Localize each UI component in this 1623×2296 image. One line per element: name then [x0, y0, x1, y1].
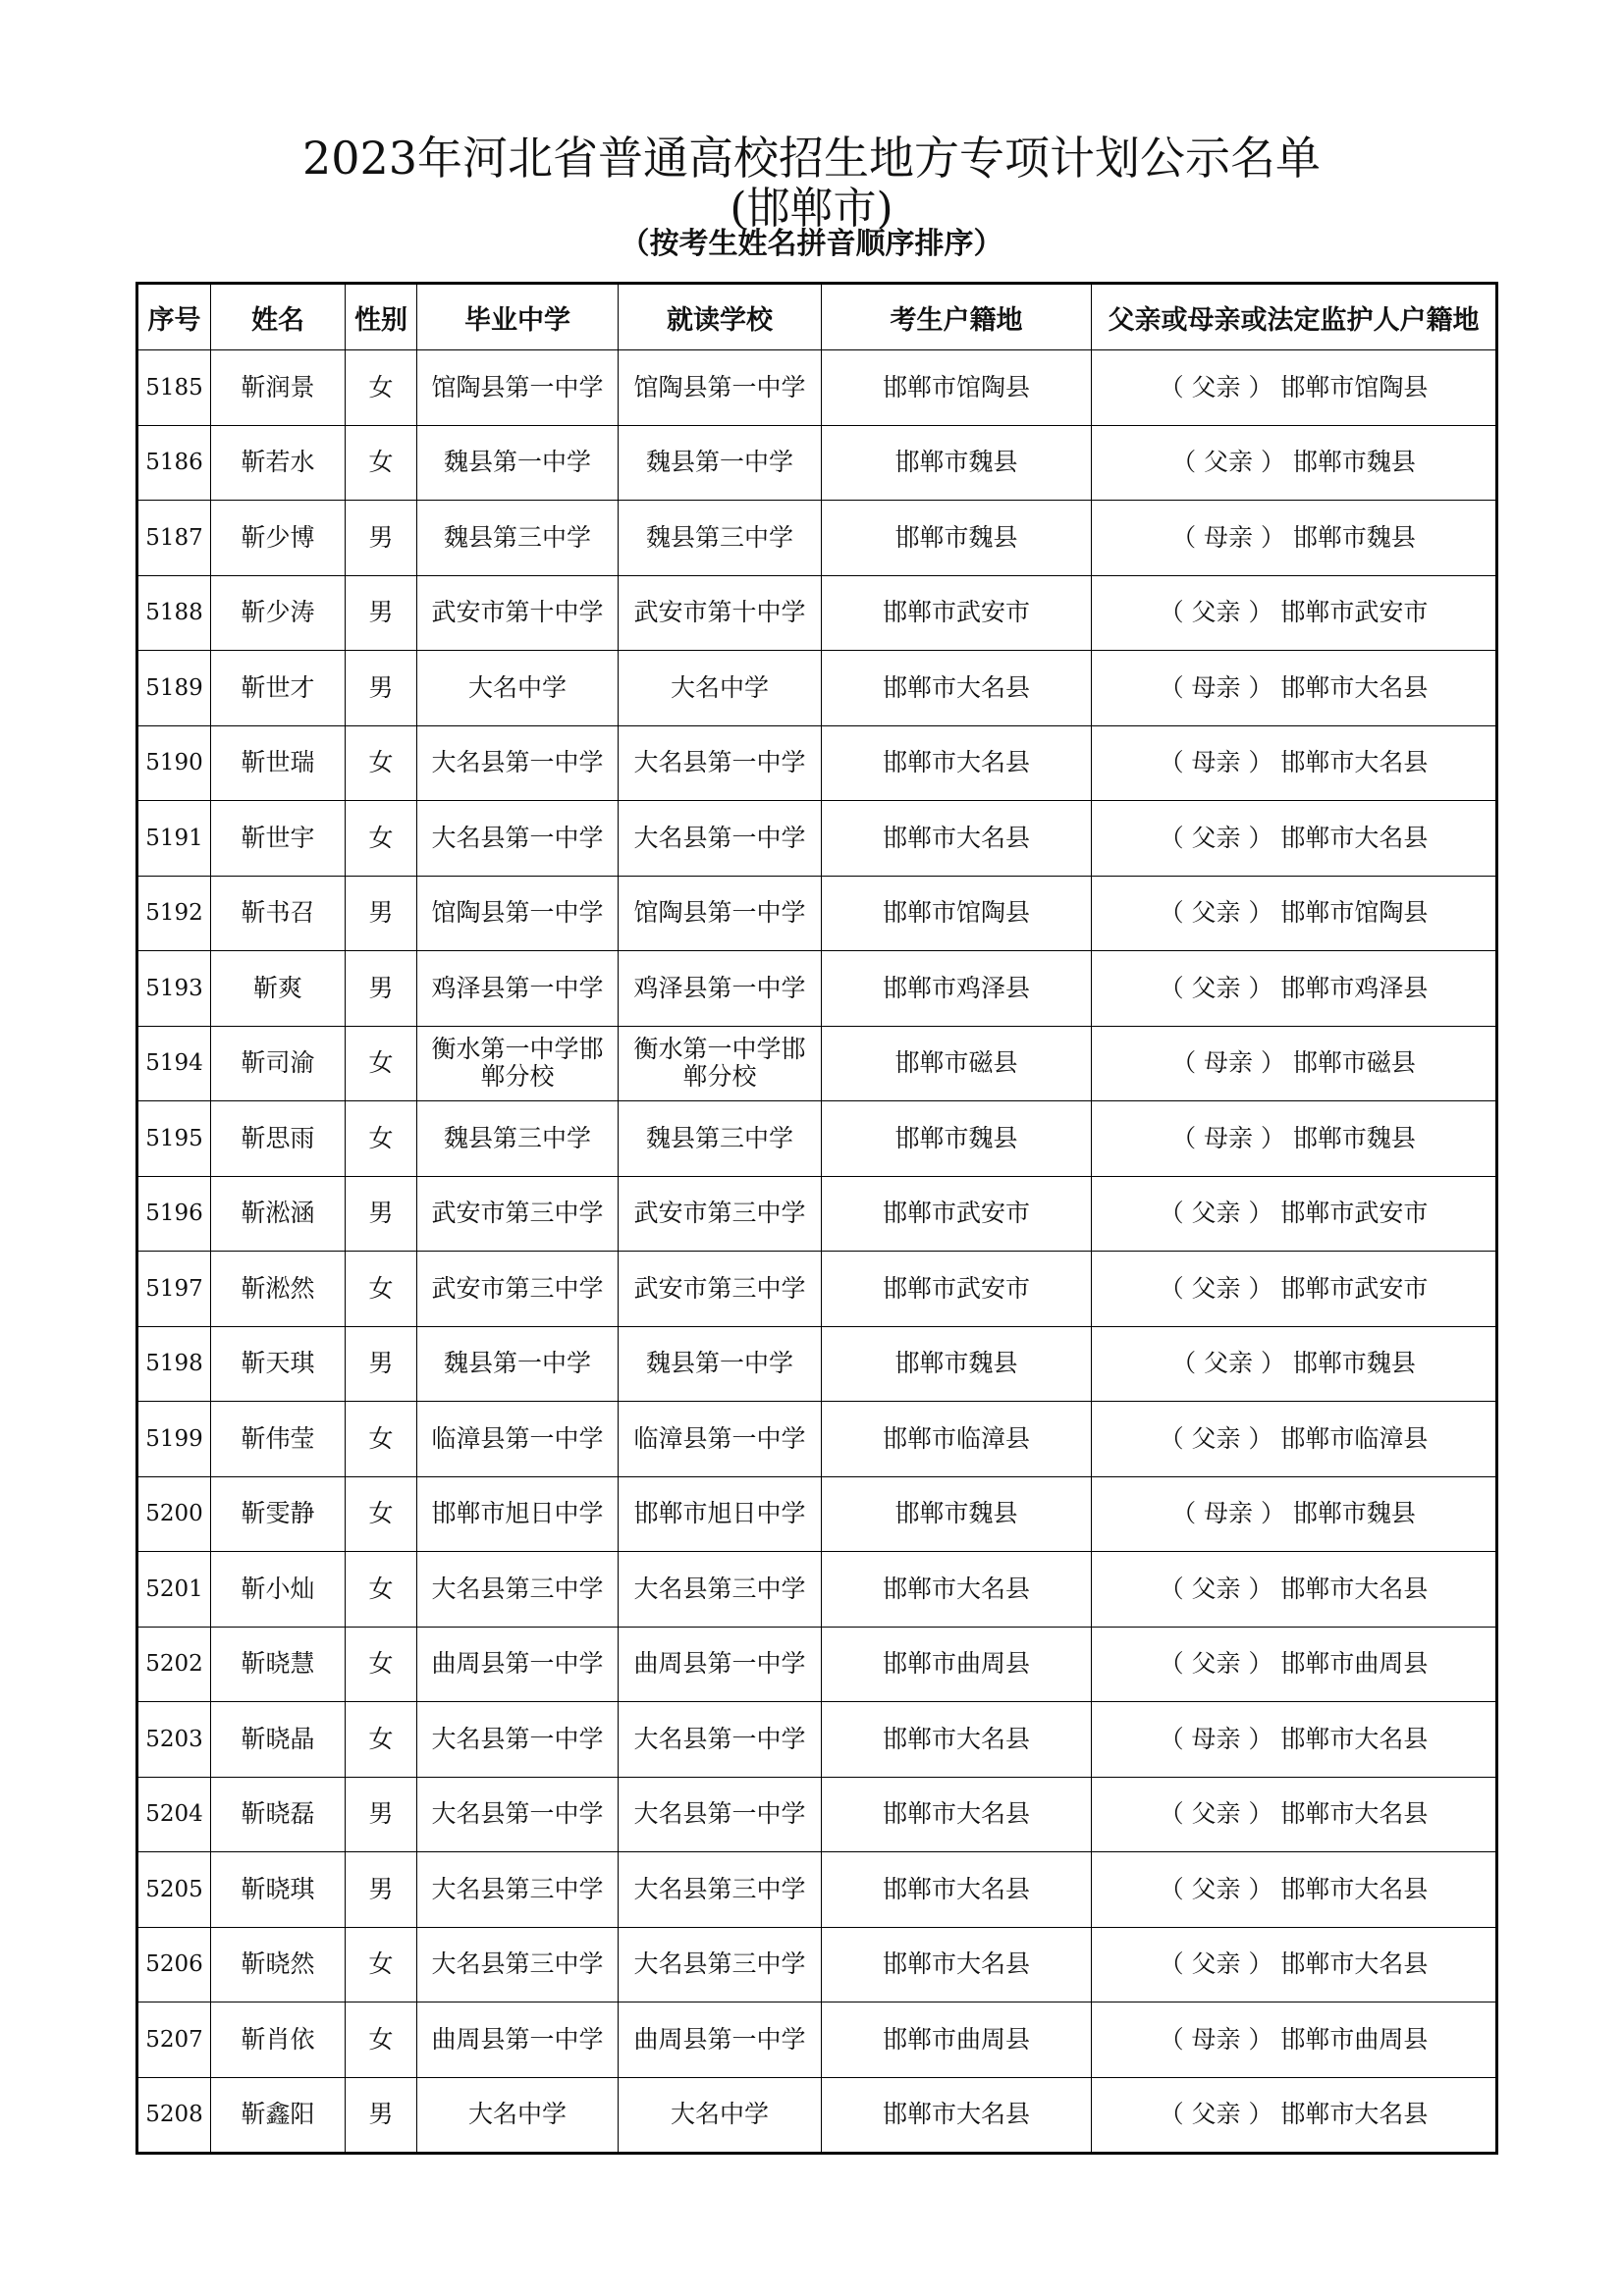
table-row: [137, 1777, 1497, 1852]
page-title: 2023年河北省普通高校招生地方专项计划公示名单: [301, 132, 1322, 185]
cell-name: 靳晓晶: [211, 1702, 346, 1778]
cell-index: 5188: [137, 575, 211, 651]
table-row: [137, 1252, 1497, 1327]
table-row: [137, 1702, 1497, 1778]
cell-household-registration: 邯郸市大名县: [822, 1552, 1092, 1628]
cell-current-school: 魏县第三中学: [619, 1101, 822, 1177]
cell-current-school: 武安市第三中学: [619, 1176, 822, 1252]
cell-gender: 男: [346, 1176, 417, 1252]
table-row: [137, 2077, 1497, 2154]
cell-guardian-registration: （ 母亲 ） 邯郸市魏县: [1092, 501, 1497, 576]
cell-gender: 女: [346, 350, 417, 426]
cell-household-registration: 邯郸市魏县: [822, 425, 1092, 501]
cell-guardian-registration: （ 父亲 ） 邯郸市武安市: [1092, 1252, 1497, 1327]
table-row: [137, 651, 1497, 726]
cell-guardian-registration: （ 父亲 ） 邯郸市曲周县: [1092, 1627, 1497, 1702]
header-current-school: 就读学校: [619, 284, 822, 350]
cell-guardian-registration: （ 父亲 ） 邯郸市大名县: [1092, 2077, 1497, 2154]
header-name: 姓名: [211, 284, 346, 350]
table-row: [137, 1852, 1497, 1928]
cell-current-school: 大名县第一中学: [619, 1777, 822, 1852]
cell-index: 5190: [137, 725, 211, 801]
cell-current-school: 衡水第一中学邯郸分校: [619, 1026, 822, 1101]
cell-current-school: 曲周县第一中学: [619, 2002, 822, 2078]
table-row: [137, 575, 1497, 651]
cell-current-school: 魏县第一中学: [619, 425, 822, 501]
cell-name: 靳世瑞: [211, 725, 346, 801]
cell-index: 5187: [137, 501, 211, 576]
cell-graduated-school: 鸡泽县第一中学: [417, 951, 619, 1027]
cell-name: 靳鑫阳: [211, 2077, 346, 2154]
cell-graduated-school: 大名县第一中学: [417, 1777, 619, 1852]
cell-graduated-school: 馆陶县第一中学: [417, 350, 619, 426]
cell-current-school: 大名县第一中学: [619, 801, 822, 877]
cell-index: 5186: [137, 425, 211, 501]
roster-table: [135, 282, 1498, 2155]
cell-graduated-school: 大名县第一中学: [417, 725, 619, 801]
cell-name: 靳晓磊: [211, 1777, 346, 1852]
cell-graduated-school: 曲周县第一中学: [417, 1627, 619, 1702]
cell-household-registration: 邯郸市武安市: [822, 1176, 1092, 1252]
cell-current-school: 临漳县第一中学: [619, 1402, 822, 1477]
cell-household-registration: 邯郸市大名县: [822, 725, 1092, 801]
cell-index: 5194: [137, 1026, 211, 1101]
cell-gender: 女: [346, 425, 417, 501]
cell-current-school: 邯郸市旭日中学: [619, 1476, 822, 1552]
table-row: [137, 1326, 1497, 1402]
cell-name: 靳雯静: [211, 1476, 346, 1552]
cell-current-school: 大名中学: [619, 2077, 822, 2154]
cell-current-school: 大名县第一中学: [619, 725, 822, 801]
cell-guardian-registration: （ 母亲 ） 邯郸市大名县: [1092, 1702, 1497, 1778]
cell-household-registration: 邯郸市大名县: [822, 1852, 1092, 1928]
cell-household-registration: 邯郸市曲周县: [822, 2002, 1092, 2078]
cell-graduated-school: 武安市第三中学: [417, 1176, 619, 1252]
cell-graduated-school: 魏县第三中学: [417, 501, 619, 576]
cell-current-school: 武安市第十中学: [619, 575, 822, 651]
cell-graduated-school: 武安市第十中学: [417, 575, 619, 651]
cell-gender: 男: [346, 2077, 417, 2154]
cell-gender: 男: [346, 876, 417, 951]
cell-name: 靳润景: [211, 350, 346, 426]
cell-name: 靳肖依: [211, 2002, 346, 2078]
cell-current-school: 大名中学: [619, 651, 822, 726]
cell-guardian-registration: （ 父亲 ） 邯郸市武安市: [1092, 575, 1497, 651]
table-row: [137, 1627, 1497, 1702]
cell-name: 靳思雨: [211, 1101, 346, 1177]
cell-gender: 女: [346, 801, 417, 877]
table-body: [137, 350, 1497, 2154]
cell-household-registration: 邯郸市大名县: [822, 801, 1092, 877]
cell-household-registration: 邯郸市大名县: [822, 1927, 1092, 2002]
cell-household-registration: 邯郸市临漳县: [822, 1402, 1092, 1477]
cell-index: 5189: [137, 651, 211, 726]
cell-guardian-registration: （ 父亲 ） 邯郸市大名县: [1092, 1852, 1497, 1928]
cell-graduated-school: 大名中学: [417, 651, 619, 726]
cell-index: 5195: [137, 1101, 211, 1177]
cell-gender: 男: [346, 951, 417, 1027]
cell-graduated-school: 大名县第三中学: [417, 1852, 619, 1928]
cell-name: 靳若水: [211, 425, 346, 501]
cell-gender: 男: [346, 501, 417, 576]
cell-gender: 女: [346, 1252, 417, 1327]
cell-name: 靳晓然: [211, 1927, 346, 2002]
cell-name: 靳少博: [211, 501, 346, 576]
cell-graduated-school: 大名县第一中学: [417, 801, 619, 877]
cell-guardian-registration: （ 父亲 ） 邯郸市大名县: [1092, 801, 1497, 877]
cell-guardian-registration: （ 父亲 ） 邯郸市鸡泽县: [1092, 951, 1497, 1027]
cell-guardian-registration: （ 母亲 ） 邯郸市大名县: [1092, 725, 1497, 801]
cell-gender: 女: [346, 1702, 417, 1778]
cell-name: 靳晓琪: [211, 1852, 346, 1928]
cell-index: 5204: [137, 1777, 211, 1852]
cell-current-school: 武安市第三中学: [619, 1252, 822, 1327]
cell-name: 靳爽: [211, 951, 346, 1027]
cell-name: 靳书召: [211, 876, 346, 951]
cell-index: 5205: [137, 1852, 211, 1928]
cell-index: 5206: [137, 1927, 211, 2002]
cell-guardian-registration: （ 父亲 ） 邯郸市大名县: [1092, 1927, 1497, 2002]
cell-household-registration: 邯郸市磁县: [822, 1026, 1092, 1101]
cell-household-registration: 邯郸市馆陶县: [822, 876, 1092, 951]
cell-guardian-registration: （ 父亲 ） 邯郸市武安市: [1092, 1176, 1497, 1252]
table-row: [137, 501, 1497, 576]
cell-index: 5199: [137, 1402, 211, 1477]
cell-current-school: 魏县第三中学: [619, 501, 822, 576]
cell-graduated-school: 衡水第一中学邯郸分校: [417, 1026, 619, 1101]
cell-household-registration: 邯郸市魏县: [822, 1476, 1092, 1552]
table-row: [137, 725, 1497, 801]
cell-current-school: 馆陶县第一中学: [619, 350, 822, 426]
cell-gender: 女: [346, 1101, 417, 1177]
header-guardian-registration: 父亲或母亲或法定监护人户籍地: [1092, 284, 1497, 350]
cell-guardian-registration: （ 父亲 ） 邯郸市馆陶县: [1092, 876, 1497, 951]
cell-graduated-school: 邯郸市旭日中学: [417, 1476, 619, 1552]
table-row: [137, 1552, 1497, 1628]
cell-index: 5191: [137, 801, 211, 877]
table-row: [137, 425, 1497, 501]
cell-name: 靳天琪: [211, 1326, 346, 1402]
cell-name: 靳世才: [211, 651, 346, 726]
cell-gender: 女: [346, 1927, 417, 2002]
cell-current-school: 大名县第三中学: [619, 1552, 822, 1628]
cell-gender: 男: [346, 651, 417, 726]
cell-gender: 男: [346, 1326, 417, 1402]
cell-household-registration: 邯郸市武安市: [822, 1252, 1092, 1327]
cell-guardian-registration: （ 父亲 ） 邯郸市大名县: [1092, 1552, 1497, 1628]
table-header-row: [137, 284, 1497, 350]
table-row: [137, 2002, 1497, 2078]
cell-index: 5203: [137, 1702, 211, 1778]
cell-current-school: 大名县第三中学: [619, 1927, 822, 2002]
cell-graduated-school: 临漳县第一中学: [417, 1402, 619, 1477]
cell-graduated-school: 曲周县第一中学: [417, 2002, 619, 2078]
cell-guardian-registration: （ 父亲 ） 邯郸市馆陶县: [1092, 350, 1497, 426]
header-household-registration: 考生户籍地: [822, 284, 1092, 350]
header-graduated-school: 毕业中学: [417, 284, 619, 350]
cell-guardian-registration: （ 父亲 ） 邯郸市临漳县: [1092, 1402, 1497, 1477]
cell-name: 靳伟莹: [211, 1402, 346, 1477]
cell-index: 5185: [137, 350, 211, 426]
header-index: 序号: [137, 284, 211, 350]
cell-household-registration: 邯郸市武安市: [822, 575, 1092, 651]
table-row: [137, 1402, 1497, 1477]
table-row: [137, 951, 1497, 1027]
cell-graduated-school: 大名县第三中学: [417, 1552, 619, 1628]
cell-gender: 男: [346, 1852, 417, 1928]
cell-graduated-school: 馆陶县第一中学: [417, 876, 619, 951]
cell-household-registration: 邯郸市曲周县: [822, 1627, 1092, 1702]
cell-current-school: 曲周县第一中学: [619, 1627, 822, 1702]
sort-note: （按考生姓名拼音顺序排序）: [620, 227, 1003, 261]
cell-index: 5192: [137, 876, 211, 951]
cell-gender: 女: [346, 1402, 417, 1477]
cell-household-registration: 邯郸市大名县: [822, 2077, 1092, 2154]
cell-name: 靳司渝: [211, 1026, 346, 1101]
cell-gender: 女: [346, 1476, 417, 1552]
cell-name: 靳晓慧: [211, 1627, 346, 1702]
cell-graduated-school: 大名县第一中学: [417, 1702, 619, 1778]
table-row: [137, 350, 1497, 426]
table-row: [137, 1476, 1497, 1552]
cell-gender: 女: [346, 1552, 417, 1628]
cell-index: 5208: [137, 2077, 211, 2154]
cell-current-school: 大名县第三中学: [619, 1852, 822, 1928]
cell-current-school: 魏县第一中学: [619, 1326, 822, 1402]
cell-household-registration: 邯郸市大名县: [822, 1702, 1092, 1778]
cell-household-registration: 邯郸市大名县: [822, 1777, 1092, 1852]
table-row: [137, 1026, 1497, 1101]
cell-name: 靳淞涵: [211, 1176, 346, 1252]
cell-graduated-school: 大名县第三中学: [417, 1927, 619, 2002]
table-row: [137, 1176, 1497, 1252]
page-subtitle: (邯郸市): [730, 184, 893, 234]
header-gender: 性别: [346, 284, 417, 350]
cell-name: 靳淞然: [211, 1252, 346, 1327]
cell-household-registration: 邯郸市鸡泽县: [822, 951, 1092, 1027]
cell-guardian-registration: （ 父亲 ） 邯郸市魏县: [1092, 425, 1497, 501]
cell-graduated-school: 魏县第三中学: [417, 1101, 619, 1177]
cell-household-registration: 邯郸市魏县: [822, 501, 1092, 576]
cell-name: 靳小灿: [211, 1552, 346, 1628]
cell-guardian-registration: （ 母亲 ） 邯郸市魏县: [1092, 1101, 1497, 1177]
cell-guardian-registration: （ 母亲 ） 邯郸市魏县: [1092, 1476, 1497, 1552]
cell-guardian-registration: （ 母亲 ） 邯郸市磁县: [1092, 1026, 1497, 1101]
cell-guardian-registration: （ 母亲 ） 邯郸市曲周县: [1092, 2002, 1497, 2078]
cell-graduated-school: 魏县第一中学: [417, 1326, 619, 1402]
cell-index: 5202: [137, 1627, 211, 1702]
cell-index: 5197: [137, 1252, 211, 1327]
table-row: [137, 801, 1497, 877]
cell-gender: 女: [346, 2002, 417, 2078]
cell-index: 5201: [137, 1552, 211, 1628]
cell-household-registration: 邯郸市魏县: [822, 1101, 1092, 1177]
cell-household-registration: 邯郸市大名县: [822, 651, 1092, 726]
cell-index: 5193: [137, 951, 211, 1027]
table-row: [137, 1927, 1497, 2002]
cell-guardian-registration: （ 父亲 ） 邯郸市魏县: [1092, 1326, 1497, 1402]
cell-name: 靳少涛: [211, 575, 346, 651]
cell-household-registration: 邯郸市馆陶县: [822, 350, 1092, 426]
cell-current-school: 大名县第一中学: [619, 1702, 822, 1778]
cell-gender: 女: [346, 1026, 417, 1101]
cell-name: 靳世宇: [211, 801, 346, 877]
cell-index: 5200: [137, 1476, 211, 1552]
cell-index: 5196: [137, 1176, 211, 1252]
table-row: [137, 876, 1497, 951]
cell-household-registration: 邯郸市魏县: [822, 1326, 1092, 1402]
cell-graduated-school: 大名中学: [417, 2077, 619, 2154]
cell-index: 5207: [137, 2002, 211, 2078]
cell-current-school: 鸡泽县第一中学: [619, 951, 822, 1027]
cell-gender: 女: [346, 1627, 417, 1702]
cell-gender: 女: [346, 725, 417, 801]
cell-guardian-registration: （ 母亲 ） 邯郸市大名县: [1092, 651, 1497, 726]
cell-current-school: 馆陶县第一中学: [619, 876, 822, 951]
cell-graduated-school: 魏县第一中学: [417, 425, 619, 501]
cell-graduated-school: 武安市第三中学: [417, 1252, 619, 1327]
cell-gender: 男: [346, 575, 417, 651]
cell-gender: 男: [346, 1777, 417, 1852]
cell-index: 5198: [137, 1326, 211, 1402]
cell-guardian-registration: （ 父亲 ） 邯郸市大名县: [1092, 1777, 1497, 1852]
table-row: [137, 1101, 1497, 1177]
